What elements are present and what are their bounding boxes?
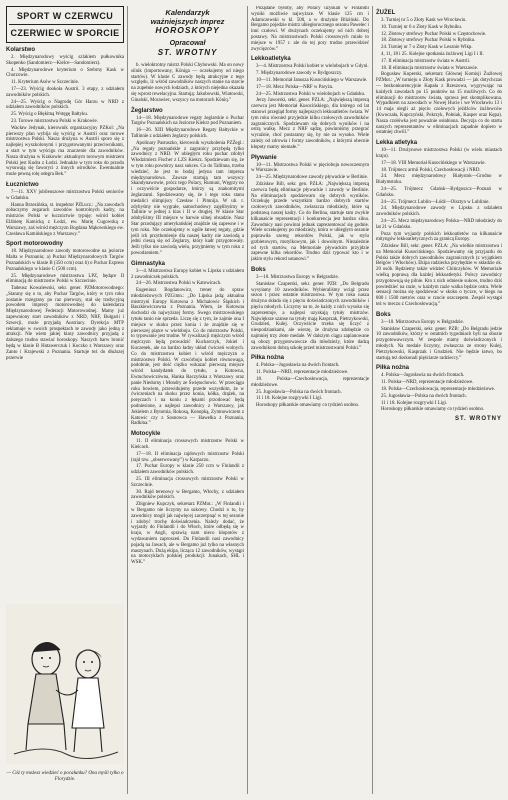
article-paragraph: 11. Polska—NRD, reprezentacje młodzieżowe. [256,370,349,376]
article-paragraph: 17—18. II eliminacja rajdowych mistrzostw Polski (rajd tzw. „obserwowany”) w Karpaczu. [131,451,244,463]
article-paragraph: Hanna Brzezińska, st. inspektor PZŁucz.: „Na zawodach zobaczymy zegarach zawodów kontrolnych kadry, na mistrzów Polski w łucznictwie typuję: wśród kobiet Elżbietę Kamicką z Łodzi, ew. Marię Cugowską z Warszawy, zaś wśród mężczyzn Bogdana Mąkowskiego ew. Czesława Kamińskiego z Warszawy.” [6,202,124,237]
article-paragraph: 12. Złotowy strefowy Puchar Polski w Częstochowie. [381,31,487,37]
article-paragraph: 25. Międzynarodowe mistrzostwa LPZ, będące II eliminacją do mistrzostw Polski w Szczecinie. [6,273,124,285]
article-paragraph: 16—26. XIII Międzynarodowe Regaty Bałtyckie w Tallinnie z udziałem żeglarzy polskich. [131,128,244,139]
article-paragraph: 11. Kryterium Asów w Szczecinie. [11,80,79,86]
author-signature: ST. WROTNY [455,416,502,423]
cartoon-block [6,598,124,783]
article-paragraph: Wacław Jedynak, kierownik organizacyjny PZKol: „Na pierwszy plan wybija się wyścig w Austrii oraz torowe mistrzostwa Polski. Nasza drużyna w Austrii sporo się z najlepiej wyszkolonymi i przygotowanymi przeciwnikami, a start w tym wyścigu ma znaczenie dla zawodników. Nasza drużyna w Krakowie: aktualnym torowym mistrzem Polski jest Kudra z Łodzi. Jednakże w tym roku do przodu wysuwają się faworyci z innych ośrodków. Ewentualnie może pewną rolę odegra Bek.” [6,125,124,178]
masthead [6,6,124,43]
article-paragraph: 3—10. Mistrzostwa Europy w Belgradzie. [381,319,464,325]
article-paragraph: 18. Złotowy strefowy Puchar Polski w Rybniku. [381,38,476,44]
column-rule [247,6,248,794]
article-paragraph: Horoskopy piłkarskie omawiamy co tydzień osobno. [381,407,485,413]
article-paragraph: 18. Polska—Czechosłowacja, reprezentacje młodzieżowe. [251,377,369,388]
article-paragraph: 2. Międzynarodowy wyścig szlakiem pułkownika Skopenko (Sandomierz—Kielce—Sandomierz). [6,55,124,66]
article-paragraph: 18. II eliminacja mistrzostw świata w Warszawie. [381,65,479,71]
section-heading: Żeglarstwo [131,107,163,114]
article-paragraph: 7—11. XXV jubileuszowe mistrzostwa Polski seniorów w Gdańsku. [6,189,124,201]
article-paragraph: 18. Trójmecz armii Polski, Czechosłowacji i NRD. [381,167,481,173]
calendar-header-line-1: Kalendarzyk [165,8,210,17]
article-paragraph: 7. Międzynarodowe zawody w Bydgoszczy. [256,71,343,77]
article-paragraph: 30. Rajd terenowy w Bergamo, Włochy, z udziałem zawodników polskich. [131,489,244,501]
article-paragraph: 10—11. Memoriał Janusza Kusocińskiego w Warszawie. [256,77,368,83]
section-heading: Motocykle [131,431,161,438]
article-paragraph: b. wieloktrotny mistrz Polski Chybowski. Ma on nowy silnik (importowany, Königa — oczekujemy od niego startów). W klasie C zawody będą atrakcyjne z tego względu, iż wśród zawodników naszych stanie na starcie na zupełnie nowych łodziach, z których niejedna okazała się wprost rewelacyjna. Startują: Jakubowski, Wiatowski, Ginalski, Morawiec, wszyscy na motorach Köniq.” [131,63,244,103]
section-heading: Boks [376,311,391,318]
cartoon-caption: — Cóż ty możesz wiedzieć o pocałunku? Ona myśli tylko o Florydzie. [6,771,124,782]
article-paragraph: 4. Międzynarodowe kryterium o Srebrny Kask w Chorzowie. [6,67,124,79]
column-1 [6,6,124,594]
article-paragraph: Stanisław Czaperski, sekr. gener. PZB: „Do Belgradu jedzie 10 zawodników, którzy w ostatnich tygodniach byli na obozie przygotowawczym. W zespole mamy doświadczonych i młodych. Na medale liczymy, zwłaszcza ze strony Kulej, Pietrzykowski, Kasprzak i Grudzień. Nie będzie łatwo, bo startują też doskonali pięściarze radzieccy.” [376,326,502,361]
section-heading: Piłka nożna [251,355,285,362]
column-2 [131,6,244,794]
cartoon-illustration-icon [6,604,124,764]
article-paragraph: 17—23. Wyścig dookoła Austrii. 3 etapy, z udziałem zawodników polskich. [6,86,124,98]
article-paragraph: 10—11. Drużynowe mistrzostwa Polski (w wielu miastach kraju). [376,148,502,159]
article-paragraph: 4. Polska—Jugosławia na dwóch frontach. [381,373,465,379]
section-heading: Sport motorowodny [6,241,63,248]
article-paragraph: Horoskopy piłkarskie omawiamy co tydzień osobno. [256,403,360,409]
section-heading: Łucznictwo [6,181,39,188]
article-paragraph: 24. Międzynarodowe zawody w Lipsku z udziałem zawodników polskich. [376,206,502,218]
article-paragraph: 3—4. Mistrzostwa Europy kobiet w Lipsku z udziałem 2 zawodniczek polskich. [131,268,244,280]
masthead-line-1: SPORT W CZERWCU [16,11,114,21]
article-paragraph: Apolinary Pastuszko, kierownik wyszkolenia PZŻegl.: „Na regaty poznańskie z zagranicy przybędą tylko zawodnicy z NRD. W ubiegłym roku puchar zdobył Włodzimierz Fischer z LZS Kiekrz. Spodziewam się, że w tym roku powtórzy nasz sukces. Co do Tallinna, trzeba wiedzieć, że jest to bodaj jedyna tam impreza międzynarodowa. Zawsze startują tam wszyscy Skandynawowie, prócz tego Polacy, Rumuni, Węgrzy no i oczywiście gospodarze, którzy są znakomitymi żeglarzami. Spodziewamy się, że i tego roku stanu medalici olimpijscy Czesław i Pimnija. W ub. r. zdybyśmy nie wygrałe, samochodowy zajęlibyśmy w Tallinie w jednej z klas i II w drugiej. W klasie Star zdobyliśmy III miejsce w barwie silnej obsadzie. Nasz Star przodujący amerykańskiej znajdzie się zapewne i w tym roku. Nie oczekujemy w ogóle łatwej regaty, gdzie jeśli ich przytłumienie dla naszej kadry nie zawiodą a jedni cieszą się od Żeglarzy, który kadr przygotowały. Jeśli tylko nie zawiodą wielu, przyjmiemy w tym roku z powodzeniem.” [131,140,244,256]
article-paragraph: Bogusław Koperski, sekretarz Głównej Komisji Żużlowej PZMot.: „W turnieju o Złoty Kask prowadzi — jak dotychczas — bezkonkurencyjnie Kapała z Rzeszowa, wygrywając na każdych zawodach po 15 punktów na 15 możliwych. Co do eliminacji do mistrzostw świata, sprawa jest skomplikowana. Wypadkiem na zawodach w Nowej Hucie i we Wrocławiu 13 i 14 maja ulegli aż pięciu czołowych jeźdźców żużlowców (Kwoczała, Kupczyński, Pokrzyk, Połniak, Kasper oraz Kępa). Nasza czołówka jest poważnie osłabiona. Decyzja co do startu naszych reprezentantów w eliminacjach zapadnie dopiero w ostatniej chwili.” [376,72,502,136]
article-paragraph: 25. Jugosławia—Polska na dwóch frontach. [256,389,342,395]
article-paragraph: 17—18. VIII Memoriał Kusocińskiego w Warszawie. [381,160,486,166]
article-paragraph: Jerzy Jaworski, sekr. gener. PZLA: „Największą imprezą czerwca jest Memoriał Kusocińskiego, dla którego od lat stanowi przegląd formy najlepszych lekkoatletów świata. W tym roku również przyjedzie kilku czołowych zawodników zagranicznych. Spodziewam się dobrych wyników i na ostrą walkę. Mecz z NRF sądzę, powinniśmy przegrać wyraźnie, choć postaramy się, by nie za wysoko. Wiele zależy od zdrowia i formy zawodników, z którymi obecnie kłopoty mamy niemałe.” [251,98,369,150]
column-4-body [376,10,502,413]
article-paragraph: Pożądane byłoby, aby Polacy uzyskali w Finlandii wyniki możliwie najwyższe. W klasie 125 cm i Adamczewski w kl. 500, a w drużynie Bliziński. Do Bergamo pojedzie mistrz ubiegłorocznego sezonu Pawelec i inni czołowi. W drużynach oczekujemy od nich dobrej postawy. Na mistrzostwach Polski crossowych miało to miejsce w 1957 r. ale do tej pory trudno przewidzieć zwycięzców.” [251,6,369,52]
calendar-header [131,8,244,57]
column-1-body [6,47,124,361]
article-paragraph: 4, 11, 18 i 25. Kolejne spotkania żużlowej Ligi I i II. [381,51,484,57]
section-heading: Gimnastyka [131,260,166,267]
article-paragraph: 24. Turniej nr 7 o Złoty Kask w Lesznie Wlkp. [381,45,473,51]
article-paragraph: 17—18. Mecz Polska—NRF w Paryżu. [256,84,334,90]
section-heading: Boks [251,267,266,274]
section-heading: Pływanie [251,154,277,161]
column-3 [251,6,369,794]
article-paragraph: 3—4. Mistrzostwa Polski kobiet w wielobojach w Gdyni. [256,64,369,70]
article-paragraph: 17. II eliminacja mistrzostw świata w Austrii. [381,58,471,64]
calendar-header-line-4: Opracował [169,40,206,47]
calendar-header-line-2: ważniejszych imprez [150,17,225,26]
article-paragraph: 14—18. Międzynarodowe regaty żeglarskie o Puchar Targów Poznańskich na Jeziorze Kiekrz pod Poznaniem. [131,115,244,127]
article-paragraph: 10—11. Mistrzostwa Polski w pięcioboju nowoczesnym w Warszawie. [251,162,369,174]
article-paragraph: Zbigniew Kupczyk, sekretarz PZMot.: „W Finlandii i w Bergamo nie liczymy na sukcesy. Chodzi o to, by zawodnicy mogli jak najwięcej zaczerpnąć w tej sezonie i zdobyć trochę doświadczenia. Należy dodać, że wyjazdy do Finlandii i do Włoch, które odbędą się w kraju, w Angli, sprawią nam nieco kłopotów z wydawaniem zaproszeń. Do Finlandii nasi zawodnicy pojadą na Jawach, ale w Bergamo już tylko na własnych maszynach. Dużą ekipa, licząca 12 zawodników, wystąpi na motocyklach polskiej produkcji: Junakach, SHL i WSK.” [131,502,244,566]
column-3-body [251,6,369,409]
section-heading: Lekkoatletyka [251,56,291,63]
article-paragraph: 11 i 18. Kolejne rozgrywki I Ligi. [381,400,448,406]
article-paragraph: Zdzisław Bill, sekr. gen. PZŁA: „Największą imprezą czerwca będą eliminacje pływackie i zawody w Berlinie. Na eliminacjach spodziewam się dobrych wyników. Oczekuję przede wszystkim bardzo dobrych startów czołowych zawodników, zwłaszcza młodzieży, które są podstawą naszej kadry. Co do Berlina, startuje tam zwykle kilkanaście reprezentacji i konkurencja jest bardzo silna. Zawodnicy nasi powinni jednak zaprezentować się godnie. Wiele oczekujemy po młodzieży, która w ubiegłym sezonie poprawiła szereg rekordów Polski, jak w stylu grzbietowym, motylkowym, jak i dowolnym. Niezależnie od tych startów, na Memoriale pływackim przyjdzie zapewne kilka rekordów. Trudno dziś typować kto i w jakim stylu rekord ustanowi.” [251,181,369,263]
masthead-divider [9,24,121,25]
article-paragraph: 3—10. Mistrzostwa Europy w Belgradzie. [256,275,339,281]
article-paragraph: Poza tym wyjazdy polskich lekkoatletów na kilkanaście mityngów lekkoatletycznych za granicą Europy. [376,231,502,243]
section-heading: ŻUŻEL [376,10,396,16]
article-paragraph: 17. Puchar Europy w klasie 250 ccm w Finlandii z udziałem zawodników polskich. [131,464,244,476]
article-paragraph: 24. Mecz międzynarodowy Białystok—Grodno w Białymstoku. [376,174,502,186]
masthead-line-2: CZERWIEC W SPORCIE [10,28,120,38]
article-paragraph: 24—25. Mistrzostwa Polski w wielobojach w Gdańsku. [256,91,366,97]
article-paragraph: 24—25. Międzynarodowe zawody pływackie w Berlinie. [256,175,369,181]
section-heading: Lekka atletyka [376,140,418,147]
section-heading: Piłka nożna [376,365,410,372]
article-paragraph: 18. Międzynarodowe zawody motorowodne na jeziorze Malta w Poznaniu; a) Puchar Międzynarodowych Targów Poznańskich w klasie B (350 ccm) oraz b) o Puchar Express Poznańskiego w klasie C (500 ccm). [6,249,124,272]
article-paragraph: 10. Turniej nr 6 o Złoty Kask w Rybniku. [381,24,463,30]
article-paragraph: 11. Polska—NRD, reprezentacje młodzieżowe. [381,380,474,386]
article-paragraph: 4. Polska—Jugosławia na dwóch frontach. [256,363,340,369]
article-paragraph: 18. Polska—Czechosłowacja, reprezentacje młodzieżowe. [381,387,496,393]
article-paragraph: 25. Wyścig o Błękitną Wstęgę Bałtyku. [11,112,89,118]
article-paragraph: 3. Turniej nr 5 o Złoty Kask we Wrocławiu. [381,18,467,23]
column-4 [376,6,502,794]
article-paragraph: 23. Torowe mistrzostwa Polski w Krakowie. [11,118,98,124]
article-paragraph: 24—25. Wyścig o Nagrodę Gór Harzu w NRD z udziałem zawodników polskich. [6,99,124,111]
article-paragraph: 11. II eliminacja crossowych mistrzostw Polski w Kielcach. [131,439,244,451]
section-heading: Kolarstwo [6,47,36,53]
article-paragraph: 11 i 18. Kolejne rozgrywki I Ligi. [256,396,323,402]
article-paragraph: 25. Jugosławia—Polska na dwóch frontach. [381,393,467,399]
article-paragraph: 24—25. Trójmecz Lublin—Łódź—Olsztyn w Lublinie. [381,199,490,205]
article-paragraph: Tadeusz Kowalewski, sekr. gener. PZMotorowodnego: „Starany się o to, aby Puchar Targów, który w tym roku zostanie rozegrany po raz pierwszy, stał się tradycyjną powodem imprezy motorowodnej do kalendarza Międzynarodowej Federacji Motorowodnej. Mamy już zapewniony start zawodników z NRD, NRF, Bułgarii i Szwecji, może przyjadą Austriacy. Dyrekcja MTP reklamuje w swoich prospektach te zawody jako jedną z atrakcji. Nie wiem jakiej klasy zawodnicy przyjadą z dalszego trudno stawiać horoskopy. Naszych barw bronić będą w klasie B Hutawerczuk i Koczko z Warszawy oraz Zanto i Krajewski z Poznania. Startuje też do dłuższej przerwie [6,286,124,361]
calendar-header-line-3: HOROSKOPY [155,25,220,35]
article-paragraph: 24—25. Mecz międzynarodowy Polska—NRD młodzieży do lat 21 w Gdańsku. [376,218,502,230]
column-rule [127,6,128,794]
article-paragraph: 25. III eliminacja crossowych mistrzostw Polski w Szczecinie. [131,477,244,488]
article-paragraph: Zdzisław Bill, sekr. gener. PZLA: „Na wielkie mistrzostwa i na Memoriał Kusocińskiego. Spodziewamy się przyjazdu do Polski także dobrych zawodników zagranicznych (z wyjątkiem Belgów i Włochów). Ekipa radziecka przybędzie w składzie ok. 20 osób. Będziemy także widzieć Chińczyków. W Memoriale wielką poprawą dla każdej lekkoatletyki. Polscy zawodnicy przygotowują się pilnie. Kto z nich odniesie sukces, trudno dziś powiedzieć na razie, w każdym razie walka będzie ostra. Wiele sensacji można się spodziewać w skoku o tyczce, w biegu na 800 i 1500 metrów oraz w rzucie oszczepem. Zespół wystąpi też w meczu z Czechosłowacją.” [376,244,502,308]
calendar-header-line-5: ST. WROTNY [157,48,218,57]
column-2-body [131,63,244,566]
article-paragraph: Eugeniusz Bogdanowicz, trener do spraw młodzieżowych PZGimn.: „Do Lipska jadą: aktualna mistrzyni Europy Kotowna z Michalowic Śląskich i Baszkiewiczowna z Poznania. Wiem, że Kotowna dochodzi do najwyższej formy. Swego mistrzowskiego tytułu tanio nie sprzeda. Liczę się z tym, że zajmie ona I miejsce w skoku przez konia i że znajdzie się w pierwszej piątce w wieloboju. Co do mistrzostw Polski, to typowanie jest trudne. W rywalizacji mężczyzn wśród mężczyzn będą prowadzić Kucharczyk, Jokiel i Kuczenek, ale na bardzo ładny układ ćwiczeń wolnych. Co do mistrzostwa kobiet i wśród mężczyzn o mistrzostwo Polski. W czwórboju kobiet równowaga, podobnie, jest dość ciężko wskazać pierwszą miejsce wśród kandydatek do tytułu, a Kotowna, Ewtuchowiczówna, Hanka Raczyńska z Warszawy oraz panie Niedurny i Mondry ze Świętochowic. W przeciągu roku bowiem, przewidujemy przede wszystkim, że w ćwiczeniach na skoku przez konia, kółka, drążek, na poręczach i na koniu z łękami przodować będą podniesione, a najlepsi zawodnicy z Warszawy, jak Jokielem z Bytomia, Rokosą, Konopką, Zymnowiczem z Katowic czy z Sosnowca — Hawelka z Poznania, Radkina.” [131,288,244,427]
article-paragraph: 24—26. Mistrzostwa Polski w Katowicach. [136,281,222,287]
article-paragraph: 24—25. Trójmecz Gdańsk—Bydgoszcz—Poznań w Gdańsku. [376,186,502,198]
column-rule [372,6,373,794]
article-paragraph: Stanisław Czaperski, sekr. gener. PZB: „Do Belgradu wysyłamy 10 zawodników. Wybieraliśmy wciąż przez sezon i przez ostatnie mistrzostwa. W tym roku nasza drużyna składa się z pięciu doświadczonych zawodników i pięciu młodych. Liczymy na to, że każdy z nich wysoko się zaprezentuje, a najlepsi uzyskają tytuły mistrzów. Największe szanse na tytuły mają Kasprzak, Pietrzykowski, Grudzień, Kulej. Oczywiście trzeba się liczyć z niespodziankami, ale wierzę, że drużyna zdobędzie co najmniej trzy złote medale. W dalszym ciągu zaplanowane są obozy przygotowawcze dla młodzieży, które dadzą zawodnikom dobrą szkołę przed mistrzostwami Polski.” [251,281,369,351]
